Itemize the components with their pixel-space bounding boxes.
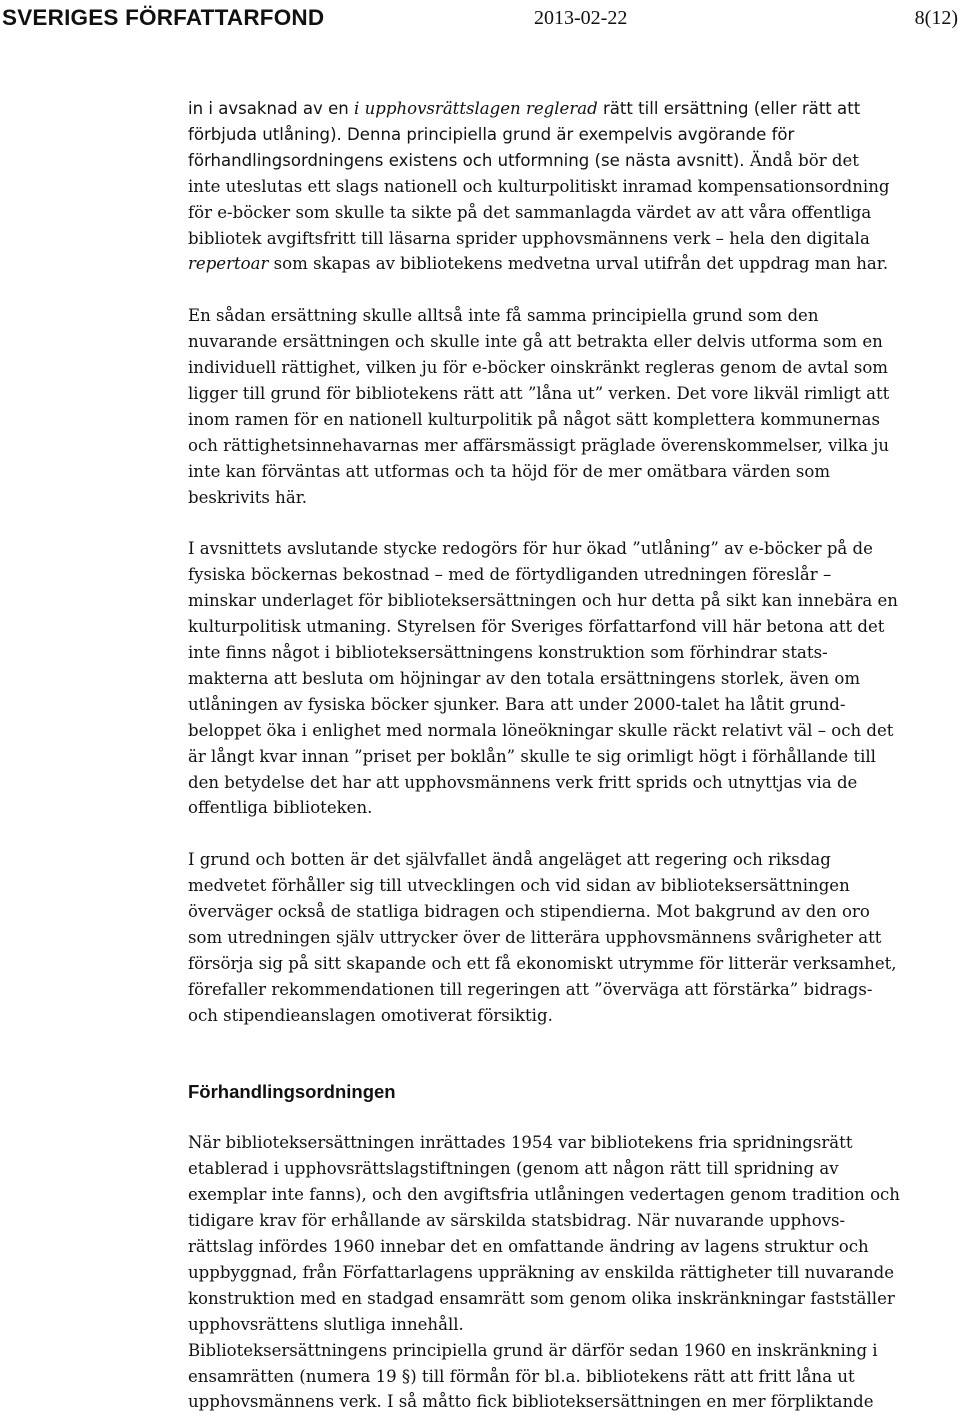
text-line: En sådan ersättning skulle alltså inte få samma principiella grund som den — [188, 306, 819, 326]
text-line: inte uteslutas ett slags nationell och kulturpolitiskt inramad kompensationsordning — [188, 176, 890, 196]
text-line: in i avsaknad av en i upphovsrättslagen reglerad rätt till ersättning (eller rätt att — [188, 99, 861, 118]
text-line: försörja sig på sitt skapande och ett få ekonomiskt utrymme för litterär verksamhet, — [188, 953, 897, 973]
text-line: minskar underlaget för biblioteksersättningen och hur detta på sikt kan innebära en — [188, 591, 898, 611]
text-line: etablerad i upphovsrättslagstiftningen (genom att någon rätt till spridning av — [188, 1159, 839, 1179]
document-body — [188, 96, 960, 1415]
text-line: individuell rättighet, vilken ju för e-böcker oinskränkt regleras genom de avtal som — [188, 358, 888, 378]
text-line: inte finns något i biblioteksersättningens konstruktion som förhindrar stats- — [188, 643, 828, 662]
text-line: ligger till grund för bibliotekens rätt att ”låna ut” verken. Det vore likväl rimligt att — [188, 383, 890, 403]
text-line: och rättighetsinnehavarnas mer affärsmässigt präglade överenskommelser, vilka ju — [188, 435, 889, 455]
text-line: nuvarande ersättningen och skulle inte gå att betrakta eller delvis utforma som en — [188, 332, 883, 352]
text-line: förbjuda utlåning). Denna principiella grund är exempelvis avgörande för — [188, 124, 795, 144]
paragraph-2 — [188, 303, 960, 510]
paragraph-5 — [188, 1130, 960, 1415]
page-number: 8(12) — [914, 7, 958, 29]
text-line: beloppet öka i enlighet med normala löneökningar skulle räckt relativt väl – och det — [188, 720, 894, 740]
text-line: som utredningen själv uttrycker över de litterära upphovsmännens svårigheter att — [188, 927, 882, 947]
text-line: fysiska böckernas bekostnad – med de förtydliganden utredningen föreslår – — [188, 565, 832, 585]
text-line: kulturpolitisk utmaning. Styrelsen för Sveriges författarfond vill här betona att det — [188, 617, 885, 637]
text-line: rättslag infördes 1960 innebar det en omfattande ändring av lagens struktur och — [188, 1237, 869, 1256]
text-line: ensamrätten (numera 19 §) till förmån för bl.a. bibliotekens rätt att fritt låna ut — [188, 1366, 855, 1386]
text-line: förhandlingsordningens existens och utformning (se nästa avsnitt). Ändå bör det — [188, 150, 859, 170]
text-line: för e-böcker som skulle ta sikte på det sammanlagda värdet av att våra offentliga — [188, 202, 872, 222]
italic-phrase: i upphovsrättslagen reglerad — [354, 99, 598, 118]
text-line: upphovsmännens verk. I så måtto fick biblioteksersättningen en mer förpliktande — [188, 1392, 874, 1412]
text-line: och stipendieanslagen omotiverat försiktig. — [188, 1005, 553, 1025]
text-line: exemplar inte fanns), och den avgiftsfria utlåningen vedertagen genom tradition och — [188, 1185, 900, 1205]
text-line: makterna att besluta om höjningar av den totala ersättningens storlek, även om — [188, 668, 861, 688]
paragraph-3 — [188, 536, 960, 821]
text-line: är långt kvar innan ”priset per boklån” skulle te sig orimligt högt i förhållande till — [188, 746, 876, 766]
document-date: 2013-02-22 — [534, 7, 628, 29]
text-line: upphovsrättens slutliga innehåll. — [188, 1314, 464, 1334]
text-line: överväger också de statliga bidragen och stipendierna. Mot bakgrund av den oro — [188, 902, 870, 922]
text-line: förefaller rekommendationen till regeringen att ”överväga att förstärka” bidrags- — [188, 979, 873, 999]
text-line: bibliotek avgiftsfritt till läsarna sprider upphovsmännens verk – hela den digitala — [188, 228, 870, 248]
text-line: beskrivits här. — [188, 487, 308, 507]
text-line: offentliga biblioteken. — [188, 798, 373, 818]
text-line: uppbyggnad, från Författarlagens uppräkning av enskilda rättigheter till nuvarande — [188, 1262, 895, 1282]
text-line: repertoar som skapas av bibliotekens medvetna urval utifrån det uppdrag man har. — [188, 254, 889, 274]
text-line: konstruktion med en stadgad ensamrätt som genom olika inskränkningar fastställer — [188, 1288, 895, 1308]
text-line: I avsnittets avslutande stycke redogörs för hur ökad ”utlåning” av e-böcker på de — [188, 539, 873, 559]
section-heading: Förhandlingsordningen — [188, 1080, 396, 1102]
text-line: medvetet förhåller sig till utvecklingen och vid sidan av biblioteksersättningen — [188, 876, 850, 896]
text-line: den betydelse det har att upphovsmännens verk fritt sprids och utnyttjas via de — [188, 772, 858, 792]
text-line: inom ramen för en nationell kulturpolitik på något sätt komplettera kommunernas — [188, 409, 880, 429]
text-line: tidigare krav för erhållande av särskilda statsbidrag. När nuvarande upphovs- — [188, 1211, 846, 1231]
italic-word: repertoar — [188, 254, 269, 274]
text-line: utlåningen av fysiska böcker sjunker. Bara att under 2000-talet ha låtit grund- — [188, 694, 846, 714]
text-line: inte kan förväntas att utformas och ta höjd för de mer omätbara värden som — [188, 461, 831, 481]
page-header — [0, 0, 960, 40]
text-line: Biblioteksersättningens principiella grund är därför sedan 1960 en inskränkning i — [188, 1340, 878, 1360]
organization-name: SVERIGES FÖRFATTARFOND — [2, 5, 325, 30]
paragraph-4 — [188, 847, 960, 1028]
text-line: När biblioteksersättningen inrättades 1954 var bibliotekens fria spridningsrätt — [188, 1133, 853, 1153]
paragraph-1 — [188, 96, 960, 277]
text-line: I grund och botten är det självfallet ändå angeläget att regering och riksdag — [188, 850, 831, 870]
